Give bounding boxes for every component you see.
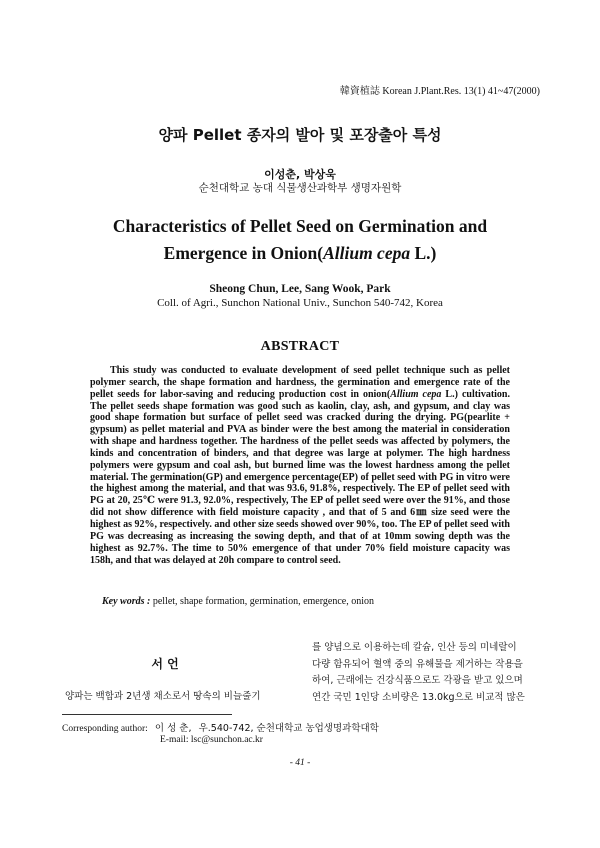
title-suffix: L.) xyxy=(410,243,437,263)
abstract-species: Allium cepa xyxy=(390,388,442,400)
footnote-divider xyxy=(62,714,232,715)
page-number: - 41 - xyxy=(289,758,311,768)
intro-right-line-1: 를 양념으로 이용하는데 칼슘, 인산 등의 미네랄이 xyxy=(312,642,517,653)
intro-right-line-3: 하여, 근래에는 건강식품으로도 각광을 받고 있으며 xyxy=(312,675,523,687)
corresponding-label: Corresponding author: xyxy=(62,724,148,734)
english-title-line-2 xyxy=(60,240,540,267)
english-affiliation: Coll. of Agri., Sunchon National Univ., Sunchon 540-742, Korea xyxy=(157,297,443,309)
english-title xyxy=(60,213,540,267)
korean-title: 양파 Pellet 종자의 발아 및 포장출아 특성 xyxy=(158,126,442,144)
abstract-text-2: L.) cultivation. The pellet seeds shape formation was good such as kaolin, clay, ash, and gypsum, and clay was good shape formation but surface of pellet seed was cracked during the drying. PG(pearlite + gypsum) as pellet material and PVA as binder were the best among the material in consideration with shape and hardness together. The hardness of the pellet seeds was affected by polymers, the kinds and concentration of binders, and that degree was large at polymer. The high hardness polymers were gypsum and coal ash, but burned lime was the lowest hardness among the pellet material. The germination(GP) and emergence percentage(EP) of pellet seed with PG in vitro were the highest among the material, and that was 93.6, 91.8%, respectively. The EP of pellet seed with PG at 20, 25℃ were 91.3, 92.0%, respectively, The EP of pellet seed were over the 91%, and those did not show difference with field moisture capacity , and that of 5 and 6㎜ size seed were the highest as 92%, respectively. and other size seeds showed over 90%, too. The EP of pellet seed with PG was decreasing as increasing the sowing depth, and that of at 10mm sowing depth was the highest as 92.7%. The time to 50% emergence of that under 70% field moisture capacity was 158h, and that was delayed at 20h compare to control seed. xyxy=(90,388,510,566)
abstract-heading: ABSTRACT xyxy=(260,339,340,354)
keywords xyxy=(102,596,542,607)
intro-left-column: 양파는 백합과 2년생 채소로서 땅속의 비늘줄기 xyxy=(65,691,261,702)
abstract-text-1: This study was conducted to evaluate development of seed pellet technique such as pellet polymer search, the shape formation and hardness, the germination and emergence rate of the pellet seeds for labor-saving and reducing production cost in onion( xyxy=(90,365,510,400)
intro-right-column xyxy=(312,640,542,706)
korean-affiliation: 순천대학교 농대 식물생산과학부 생명자원학 xyxy=(198,182,402,194)
english-title-line-1: Characteristics of Pellet Seed on Germination and xyxy=(112,216,488,236)
corresponding-name: 이 성 춘, xyxy=(154,723,192,734)
title-prefix: Emergence in Onion( xyxy=(163,243,324,263)
intro-heading: 서 언 xyxy=(151,657,179,671)
intro-right-line-2: 다량 함유되어 혈액 중의 유해물을 제거하는 작용을 xyxy=(312,658,523,670)
intro-right-line-4: 연간 국민 1인당 소비량은 13.0kg으로 비교적 많은 xyxy=(312,691,525,703)
title-species: Allium cepa xyxy=(323,243,411,263)
keywords-label: Key words : xyxy=(102,596,151,607)
english-authors: Sheong Chun, Lee, Sang Wook, Park xyxy=(209,283,391,295)
corresponding-author xyxy=(62,720,379,734)
journal-reference: 韓資植誌 Korean J.Plant.Res. 13(1) 41~47(2000) xyxy=(339,86,540,97)
corresponding-email: E-mail: lsc@sunchon.ac.kr xyxy=(160,735,263,745)
keywords-values: pellet, shape formation, germination, emergence, onion xyxy=(152,596,374,607)
corresponding-address: 우.540-742, 순천대학교 농업생명과학대학 xyxy=(198,723,379,734)
korean-authors: 이성춘, 박상욱 xyxy=(264,168,336,181)
abstract-body xyxy=(90,365,510,566)
